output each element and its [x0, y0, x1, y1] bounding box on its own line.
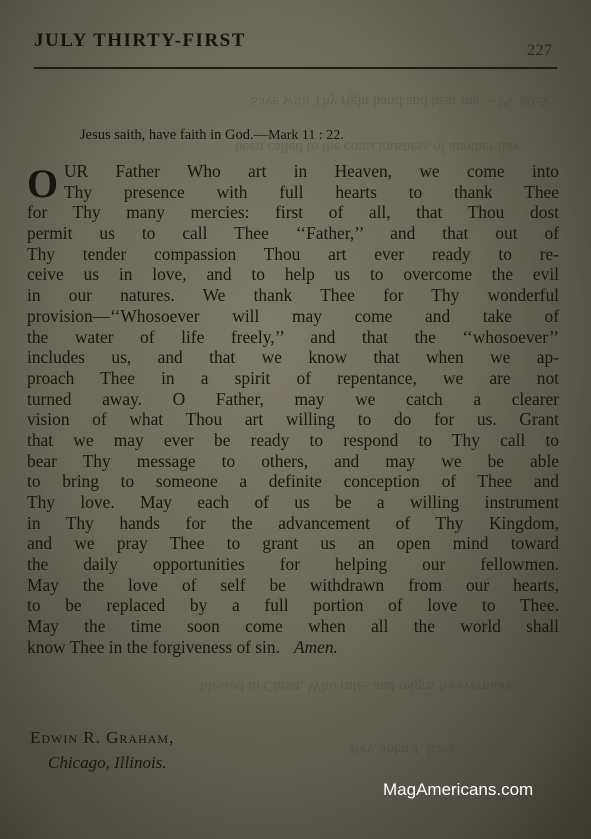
prayer-line: UR Father Who art in Heaven, we come into	[64, 161, 559, 181]
prayer-line: permit us to call Thee ‘‘Father,’’ and that out of	[27, 223, 559, 244]
bleed-through-text: blessed in Christ, Who rules and reigns forevermore.	[200, 678, 517, 694]
bleed-through-text: Rev. John J. Ross,	[350, 741, 460, 757]
bleed-through-text: been called to the consciousness of another day.	[235, 139, 523, 155]
prayer-line: in our natures. We thank Thee for Thy wonderful	[27, 285, 559, 306]
watermark: MagAmericans.com	[383, 780, 534, 799]
prayer-body	[27, 161, 559, 658]
prayer-line: Thy love. May each of us be a willing instrument	[27, 492, 559, 512]
prayer-line: provision—‘‘Whosoever will may come and take of	[27, 305, 559, 326]
prayer-line: and we pray Thee to grant us an open mind toward	[27, 533, 559, 554]
prayer-last-line	[27, 637, 559, 658]
page-number: 227	[527, 42, 553, 59]
author-location: Chicago, Illinois.	[48, 753, 167, 772]
prayer-line: Thy tender compassion Thou art ever ready to re-	[27, 243, 559, 264]
epigraph-text: Jesus saith, have faith in God.—	[80, 127, 269, 143]
amen: Amen.	[293, 636, 338, 657]
prayer-line: ceive us in love, and to help us to overcome the evil	[27, 264, 559, 285]
prayer-line: turned away. O Father, may we catch a clearer	[27, 388, 559, 409]
prayer-line: bear Thy message to others, and may we be able	[27, 450, 559, 471]
prayer-line: know Thee in the forgiveness of sin.	[27, 636, 280, 657]
prayer-line: proach Thee in a spirit of repentance, we are not	[27, 367, 559, 388]
prayer-line: vision of what Thou art willing to do for us. Grant	[27, 409, 559, 430]
page-title: JULY THIRTY-FIRST	[34, 30, 246, 51]
prayer-line: that we may ever be ready to respond to Thy call to	[27, 429, 559, 450]
prayer-line: the water of life freely,’’ and that the ‘‘whosoever’’	[27, 326, 559, 347]
prayer-line: includes us, and that we know that when we ap-	[27, 347, 559, 368]
prayer-line: for Thy many mercies: first of all, that Thou dost	[27, 202, 559, 223]
prayer-line: Thy presence with full hearts to thank Thee	[64, 181, 559, 202]
scripture-reference: Mark 11 : 22.	[268, 128, 344, 143]
prayer-line: to be replaced by a full portion of love to Thee.	[27, 595, 559, 616]
prayer-line: May the love of self be withdrawn from our hearts,	[27, 574, 559, 595]
prayer-line: to bring to someone a definite conception of Thee and	[27, 471, 559, 492]
prayer-line: May the time soon come when all the world shall	[27, 616, 559, 637]
drop-cap: O	[27, 161, 59, 206]
bleed-through-text: Save with Thy right hand and hear me.—Ps. 60:5.	[250, 93, 551, 109]
header-rule	[34, 67, 557, 69]
prayer-line: in Thy hands for the advancement of Thy Kingdom,	[27, 512, 559, 533]
prayer-line: the daily opportunities for helping our fellowmen.	[27, 554, 559, 575]
author-name: Edwin R. Graham,	[30, 728, 175, 747]
epigraph	[80, 127, 540, 144]
